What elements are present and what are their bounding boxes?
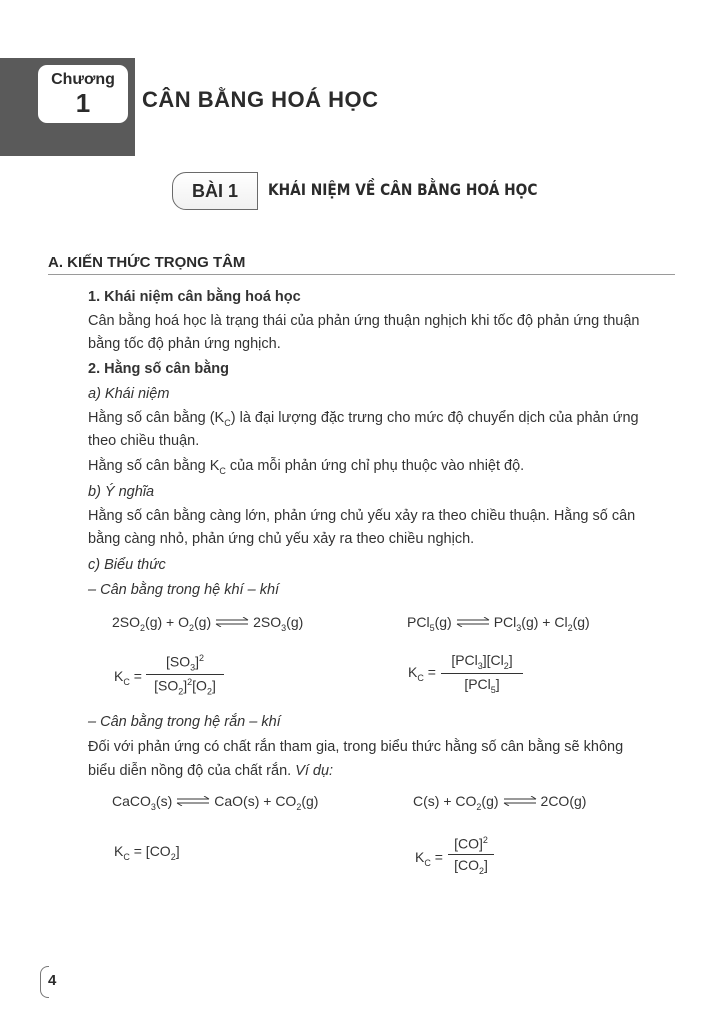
chapter-title: CÂN BẰNG HOÁ HỌC xyxy=(142,87,379,112)
kc-expression: $[PCl_3][Cl_2]$ [PCl$_5$] xyxy=(441,652,523,695)
chapter-badge xyxy=(38,65,128,123)
paragraph-line: Đối với phản ứng có chất rắn tham gia, trong biểu thức hằng số cân bằng sẽ không xyxy=(88,739,624,755)
equilibrium-constant-symbol: $K_C$ = xyxy=(114,668,142,687)
section-heading: A. KIẾN THỨC TRỌNG TÂM xyxy=(48,254,675,275)
item-label: – Cân bằng trong hệ khí – khí xyxy=(88,582,280,598)
paragraph-line: Hằng số cân bằng $K_C$ của mỗi phản ứng chỉ phụ thuộc vào nhiệt độ. xyxy=(88,458,525,476)
paragraph-line: Hằng số cân bằng $(K_C)$ là đại lượng đặc trưng cho mức độ chuyển dịch của phản ứng xyxy=(88,410,639,428)
paragraph-line: Hằng số cân bằng càng lớn, phản ứng chủ yếu xảy ra theo chiều thuận. Hằng số cân xyxy=(88,508,636,524)
item-label: c) Biểu thức xyxy=(88,557,166,573)
paragraph-line: bằng tốc độ phản ứng nghịch. xyxy=(88,336,281,352)
subsection-heading: 1. Khái niệm cân bằng hoá học xyxy=(88,289,301,305)
kc-expression: $[SO_3]^2$ $[SO_2]^2[O_2]$ xyxy=(146,653,224,697)
item-label: b) Ý nghĩa xyxy=(88,484,155,500)
chemical-equation: $2SO_2(g) + O_2(g)$ $2SO_3(g)$ xyxy=(112,614,304,633)
kc-expression: [CO]$^2$ $[CO_2]$ xyxy=(448,835,494,875)
chemical-equation: CaCO$_3$(s) $CaO(s) + CO_2(g)$ xyxy=(112,793,319,812)
chapter-label: Chương xyxy=(51,71,115,88)
subsection-heading: 2. Hằng số cân bằng xyxy=(88,361,229,377)
chemical-equation: $C(s) + CO_2(g)$ 2CO(g) xyxy=(413,793,587,812)
kc-expression: $K_C = [CO_2]$ xyxy=(114,843,180,862)
equilibrium-constant-symbol: $K_C$ = xyxy=(415,849,443,868)
item-label: – Cân bằng trong hệ rắn – khí xyxy=(88,714,281,730)
paragraph-line: bằng càng nhỏ, phản ứng chủ yếu xảy ra theo chiều nghịch. xyxy=(88,531,475,547)
item-label: a) Khái niệm xyxy=(88,386,170,402)
equilibrium-constant-symbol: $K_C$ = xyxy=(408,664,436,683)
equilibrium-arrow-icon xyxy=(456,617,490,627)
lesson-title: KHÁI NIỆM VỀ CÂN BẰNG HOÁ HỌC xyxy=(268,180,538,199)
chapter-number: 1 xyxy=(75,88,91,118)
paragraph-line: biểu diễn nồng độ của chất rắn. Ví dụ: xyxy=(88,763,334,779)
page-number: 4 xyxy=(48,972,57,989)
paragraph-line: Cân bằng hoá học là trạng thái của phản ứng thuận nghịch khi tốc độ phản ứng thuận xyxy=(88,313,640,329)
equilibrium-arrow-icon xyxy=(176,796,210,806)
equilibrium-arrow-icon xyxy=(215,617,249,627)
paragraph-line: theo chiều thuận. xyxy=(88,433,200,449)
lesson-tag: BÀI 1 xyxy=(172,172,258,210)
chemical-equation: PCl$_5$(g) $PCl_3(g) + Cl_2(g)$ xyxy=(407,614,590,633)
equilibrium-arrow-icon xyxy=(503,796,537,806)
